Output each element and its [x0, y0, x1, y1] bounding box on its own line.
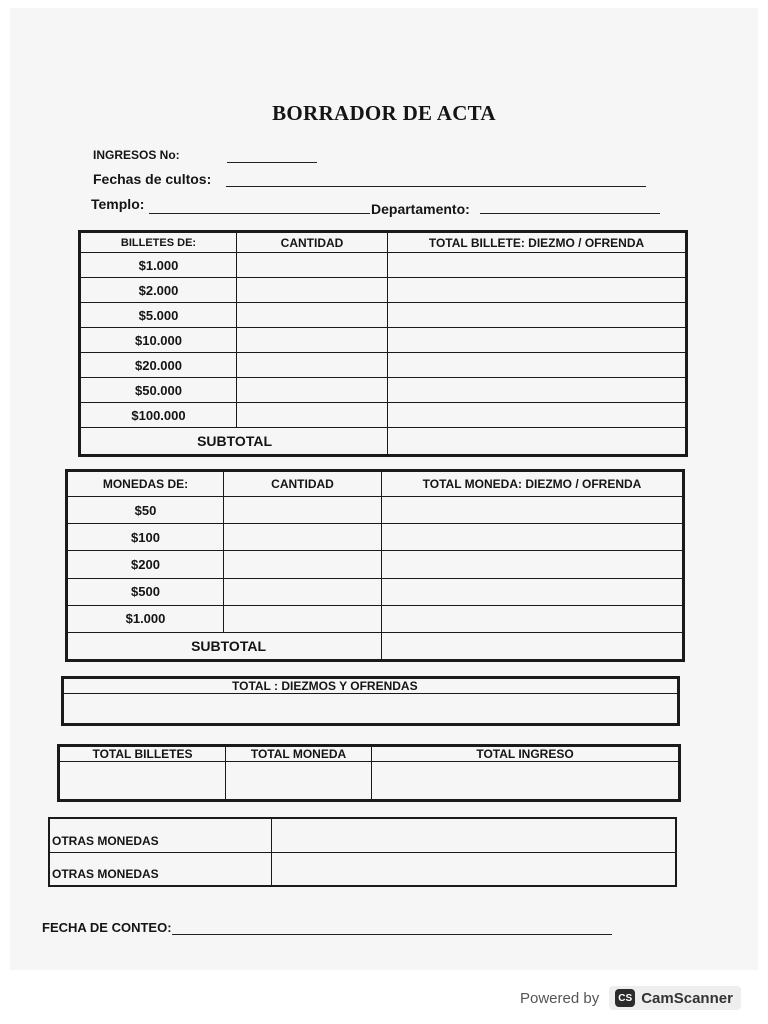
billete-row-label: $2.000 — [80, 278, 237, 303]
total-moneda-header: TOTAL MONEDA: DIEZMO / OFRENDA — [382, 471, 684, 497]
total-diezmos-table — [61, 676, 680, 726]
templo-line — [149, 213, 370, 214]
total-billetes-header: TOTAL BILLETES — [59, 746, 226, 762]
camscanner-logo-icon: CS — [615, 989, 635, 1007]
moneda-row-label: $50 — [67, 497, 224, 524]
billetes-subtotal-label: SUBTOTAL — [80, 428, 388, 456]
otras-monedas-table — [48, 817, 677, 887]
otras-monedas-label: OTRAS MONEDAS — [49, 852, 271, 886]
billete-row-label: $5.000 — [80, 303, 237, 328]
monedas-header: MONEDAS DE: — [67, 471, 224, 497]
camscanner-footer — [520, 986, 741, 1010]
templo-label: Templo: — [91, 196, 145, 212]
billetes-table — [78, 230, 688, 457]
monedas-table — [65, 469, 685, 662]
ingresos-line — [227, 162, 317, 163]
billete-row-label: $1.000 — [80, 253, 237, 278]
billete-row-label: $50.000 — [80, 378, 237, 403]
fechas-line — [226, 186, 646, 187]
billetes-header: BILLETES DE: — [80, 232, 237, 253]
totals-table — [57, 744, 681, 802]
moneda-row-label: $100 — [67, 524, 224, 551]
monedas-subtotal-label: SUBTOTAL — [67, 632, 382, 660]
departamento-label: Departamento: — [371, 201, 470, 217]
billete-row-label: $20.000 — [80, 353, 237, 378]
cantidad-header: CANTIDAD — [224, 471, 382, 497]
moneda-row-label: $500 — [67, 578, 224, 605]
billete-row-label: $100.000 — [80, 403, 237, 428]
fecha-conteo-label: FECHA DE CONTEO: — [42, 920, 172, 935]
camscanner-brand-name: CamScanner — [641, 989, 733, 1007]
document-title: BORRADOR DE ACTA — [272, 101, 496, 125]
cantidad-header: CANTIDAD — [237, 232, 388, 253]
total-diezmos-label: TOTAL : DIEZMOS Y OFRENDAS — [63, 678, 679, 694]
ingresos-label: INGRESOS No: — [93, 148, 180, 162]
fecha-conteo-line — [172, 934, 612, 935]
moneda-row-label: $1.000 — [67, 605, 224, 632]
total-moneda-header: TOTAL MONEDA — [226, 746, 372, 762]
total-billete-header: TOTAL BILLETE: DIEZMO / OFRENDA — [388, 232, 687, 253]
camscanner-badge[interactable] — [609, 986, 741, 1010]
billete-row-label: $10.000 — [80, 328, 237, 353]
fechas-label: Fechas de cultos: — [93, 171, 212, 187]
moneda-row-label: $200 — [67, 551, 224, 578]
otras-monedas-label: OTRAS MONEDAS — [49, 818, 271, 852]
total-ingreso-header: TOTAL INGRESO — [372, 746, 680, 762]
departamento-line — [480, 213, 660, 214]
powered-by-text: Powered by — [520, 989, 600, 1007]
